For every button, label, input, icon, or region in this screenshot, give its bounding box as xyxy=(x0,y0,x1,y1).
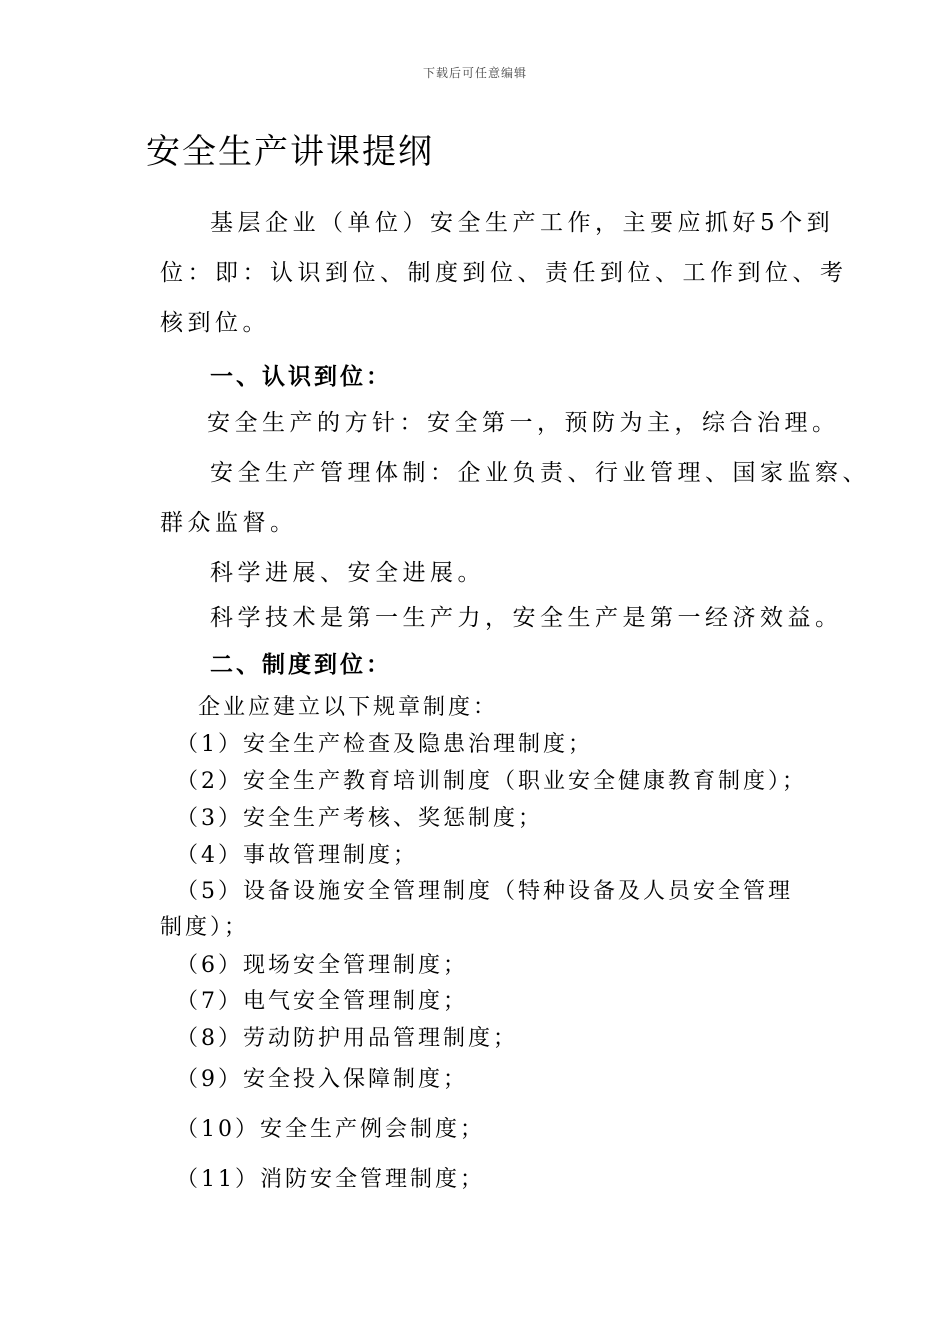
list-item: （1）安全生产检查及隐患治理制度； xyxy=(176,732,593,757)
list-lead: 企业应建立以下规章制度： xyxy=(198,695,499,720)
policy-line: 安全生产的方针：安全第一，预防为主，综合治理。 xyxy=(207,410,840,436)
section-1-para-4 xyxy=(210,593,870,643)
page-title: 安全生产讲课提纲 xyxy=(146,132,434,172)
list-item: （8）劳动防护用品管理制度； xyxy=(176,1026,518,1051)
header-note: 下载后可任意编辑 xyxy=(422,66,527,80)
list-item: （11）消防安全管理制度； xyxy=(176,1167,485,1192)
system-line-1: 安全生产管理体制：企业负责、行业管理、国家监察、 xyxy=(210,460,870,486)
list-item: （4）事故管理制度； xyxy=(176,843,418,868)
technology-line: 科学技术是第一生产力，安全生产是第一经济效益。 xyxy=(210,605,843,631)
section-1-heading: 一、认识到位： xyxy=(210,364,392,390)
development-line: 科学进展、安全进展。 xyxy=(210,560,485,586)
system-line-2: 群众监督。 xyxy=(160,510,298,536)
list-item: （6）现场安全管理制度； xyxy=(176,953,468,978)
list-item: （7）电气安全管理制度； xyxy=(176,989,468,1014)
intro-line-1: 基层企业（单位）安全生产工作，主要应抓好5个到 xyxy=(210,210,835,236)
list-item: （2）安全生产教育培训制度（职业安全健康教育制度）； xyxy=(176,769,807,794)
intro-paragraph xyxy=(160,198,848,348)
list-item: （9）安全投入保障制度； xyxy=(176,1067,468,1092)
list-item: （10）安全生产例会制度； xyxy=(176,1117,485,1142)
list-item: （5）设备设施安全管理制度（特种设备及人员安全管理 xyxy=(176,879,793,904)
section-1-para-3 xyxy=(210,548,870,598)
section-1-para-2 xyxy=(160,448,870,548)
list-item: （3）安全生产考核、奖惩制度； xyxy=(176,806,543,831)
section-1-para-1 xyxy=(207,398,867,448)
intro-line-3: 核到位。 xyxy=(160,310,270,336)
section-2-heading: 二、制度到位： xyxy=(210,652,392,678)
intro-line-2: 位：即：认识到位、制度到位、责任到位、工作到位、考 xyxy=(160,260,848,286)
list-item-continuation: 制度）； xyxy=(160,915,250,940)
